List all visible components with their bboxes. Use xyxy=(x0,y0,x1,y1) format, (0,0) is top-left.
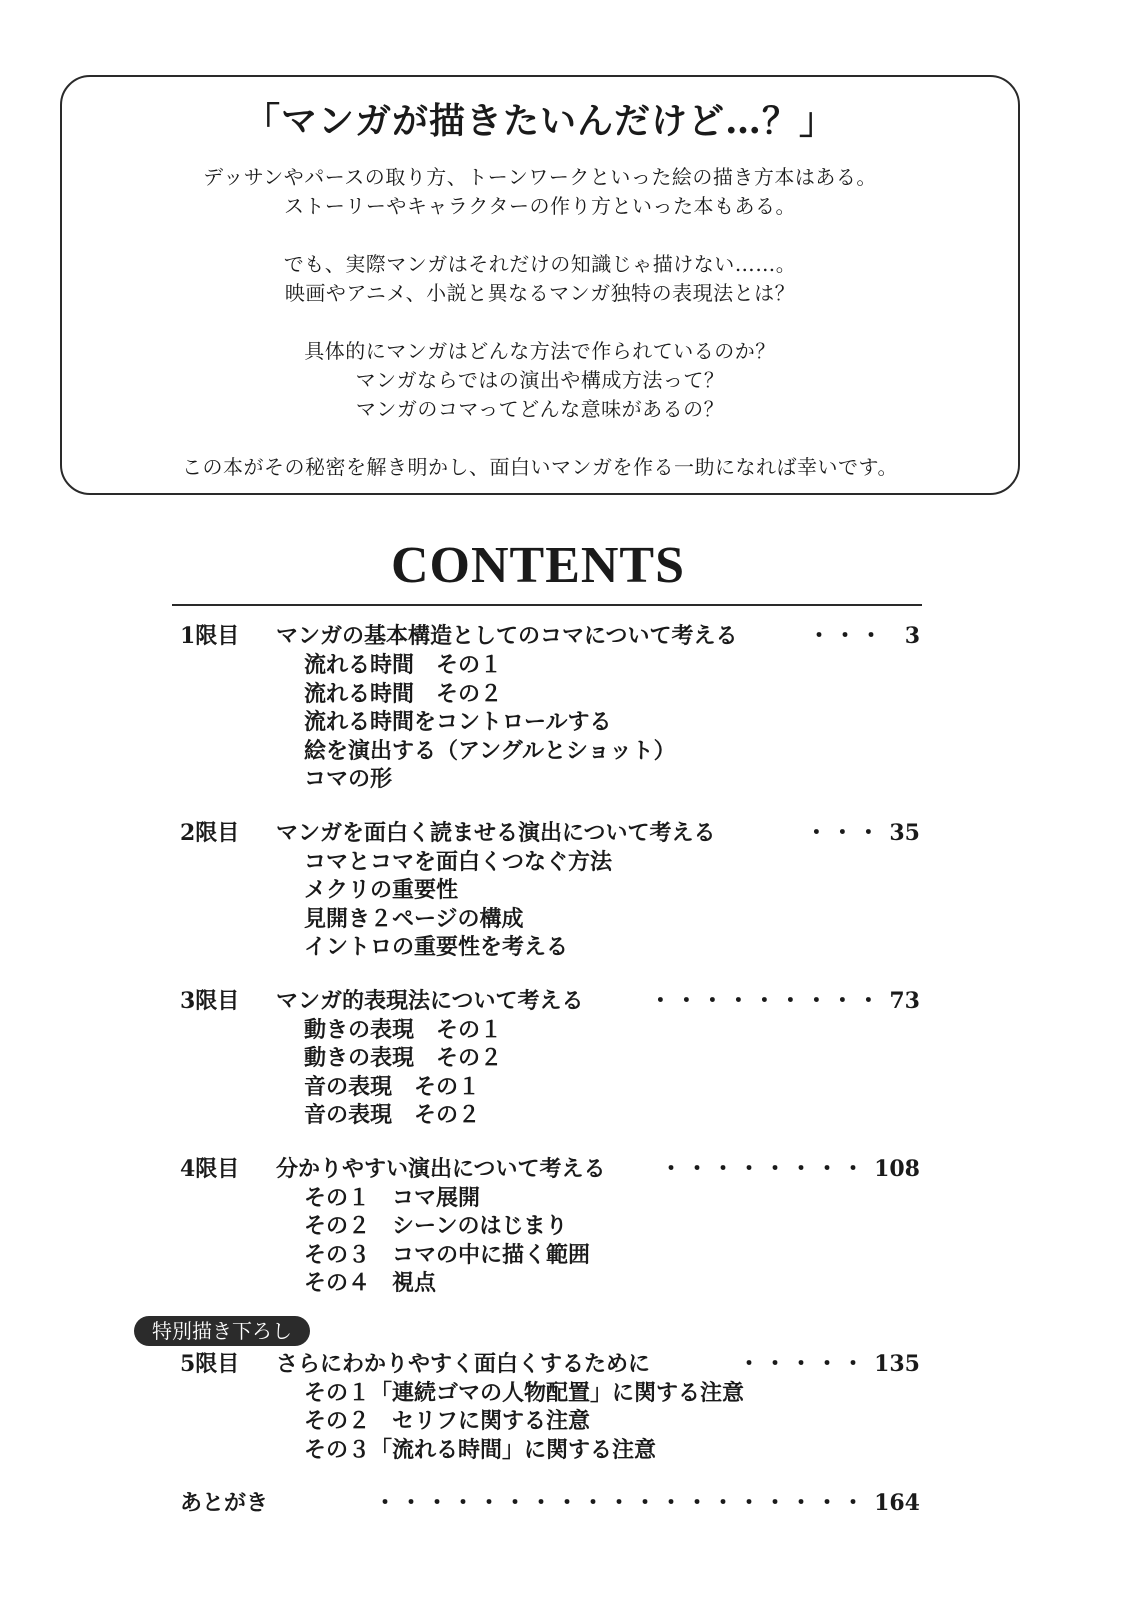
dot-leader: ・・・ xyxy=(805,819,884,846)
page-number: 164 xyxy=(874,1490,920,1516)
intro-line: 映画やアニメ、小説と異なるマンガ独特の表現法とは？ xyxy=(284,281,796,305)
intro-line: ストーリーやキャラクターの作り方といった本もある。 xyxy=(283,194,797,218)
chapter-row[interactable] xyxy=(180,1489,920,1518)
section-list xyxy=(180,651,920,794)
intro-line: マンガのコマってどんな意味があるの？ xyxy=(355,397,725,421)
section-item[interactable]: 動きの表現 その２ xyxy=(304,1045,503,1071)
section-list xyxy=(180,1016,920,1130)
section-item[interactable]: その３「流れる時間」に関する注意 xyxy=(304,1436,657,1463)
chapter-title: マンガを面白く読ませる演出について考える xyxy=(276,819,716,846)
intro-title: 「マンガが描きたいんだけど…？」 xyxy=(243,100,836,142)
dot-leader: ・・・・・・・・・ xyxy=(649,987,884,1014)
section-item[interactable]: その２ シーンのはじまり xyxy=(304,1213,568,1239)
chapter-3 xyxy=(180,987,920,1130)
chapter-title: 分かりやすい演出について考える xyxy=(276,1155,606,1182)
section-item[interactable]: イントロの重要性を考える xyxy=(304,934,569,960)
section-item[interactable]: その３ コマの中に描く範囲 xyxy=(304,1241,591,1268)
section-item[interactable]: その２ セリフに関する注意 xyxy=(304,1408,591,1434)
section-item[interactable]: コマの形 xyxy=(304,766,393,792)
chapter-row[interactable] xyxy=(180,819,920,848)
page-number: 73 xyxy=(889,987,920,1014)
chapter-row[interactable] xyxy=(180,622,920,651)
section-item[interactable]: メクリの重要性 xyxy=(304,877,459,903)
chapter-number: 4限目 xyxy=(180,1155,240,1182)
afterword-title: あとがき xyxy=(180,1490,269,1516)
section-list xyxy=(180,1184,920,1298)
intro-line: でも、実際マンガはそれだけの知識じゃ描けない……。 xyxy=(283,252,797,276)
intro-line: この本がその秘密を解き明かし、面白いマンガを作る一助になれば幸いです。 xyxy=(182,455,898,479)
section-item[interactable]: その１ コマ展開 xyxy=(304,1184,481,1211)
section-item[interactable]: 流れる時間をコントロールする xyxy=(304,709,612,735)
page-number: 3 xyxy=(904,623,920,649)
chapter-number: 5限目 xyxy=(180,1350,240,1377)
table-of-contents xyxy=(152,622,920,1543)
section-item[interactable]: 音の表現 その１ xyxy=(304,1073,481,1100)
intro-box xyxy=(60,75,1020,495)
section-item[interactable]: コマとコマを面白くつなぐ方法 xyxy=(304,848,613,875)
chapter-title: マンガの基本構造としてのコマについて考える xyxy=(276,623,738,649)
page-number: 135 xyxy=(874,1350,920,1377)
intro-line: マンガならではの演出や構成方法って？ xyxy=(355,368,725,392)
section-item[interactable]: 動きの表現 その１ xyxy=(304,1016,503,1043)
chapter-number: 1限目 xyxy=(180,623,240,649)
section-list xyxy=(180,1379,920,1465)
chapter-row[interactable] xyxy=(180,987,920,1016)
intro-line: 具体的にマンガはどんな方法で作られているのか？ xyxy=(304,339,776,363)
afterword xyxy=(180,1489,920,1518)
chapter-number: 2限目 xyxy=(180,819,240,846)
intro-paragraph-1 xyxy=(62,163,1018,221)
chapter-row[interactable] xyxy=(180,1350,920,1379)
chapter-2 xyxy=(180,819,920,962)
dot-leader: ・・・・・ xyxy=(738,1350,869,1377)
chapter-4 xyxy=(180,1155,920,1298)
special-badge: 特別描き下ろし xyxy=(134,1316,310,1346)
dot-leader: ・・・・・・・・ xyxy=(660,1155,869,1182)
section-item[interactable]: 絵を演出する（アングルとショット） xyxy=(304,737,676,764)
section-item[interactable]: その１「連続ゴマの人物配置」に関する注意 xyxy=(304,1379,745,1406)
chapter-title: さらにわかりやすく面白くするために xyxy=(276,1350,651,1377)
chapter-5 xyxy=(152,1318,920,1465)
intro-paragraph-2 xyxy=(62,250,1018,308)
dot-leader: ・・・・・・・・・・・・・・・・・・・ xyxy=(374,1490,869,1516)
dot-leader: ・・・ xyxy=(807,623,886,649)
chapter-title: マンガ的表現法について考える xyxy=(276,987,584,1014)
section-item[interactable]: 音の表現 その２ xyxy=(304,1102,481,1128)
intro-paragraph-4 xyxy=(62,453,1018,482)
section-item[interactable]: 流れる時間 その１ xyxy=(304,652,503,678)
section-list xyxy=(180,848,920,962)
section-item[interactable]: 流れる時間 その２ xyxy=(304,680,503,707)
contents-divider xyxy=(172,604,922,606)
chapter-number: 3限目 xyxy=(180,987,240,1014)
page-number: 108 xyxy=(874,1155,920,1182)
section-item[interactable]: その４ 視点 xyxy=(304,1270,437,1296)
chapter-row[interactable] xyxy=(180,1155,920,1184)
intro-line: デッサンやパースの取り方、トーンワークといった絵の描き方本はある。 xyxy=(203,165,877,189)
contents-heading: CONTENTS xyxy=(390,537,686,594)
page-number: 35 xyxy=(889,819,920,846)
chapter-1 xyxy=(180,622,920,794)
section-item[interactable]: 見開き２ページの構成 xyxy=(304,905,524,932)
intro-paragraph-3 xyxy=(62,337,1018,424)
